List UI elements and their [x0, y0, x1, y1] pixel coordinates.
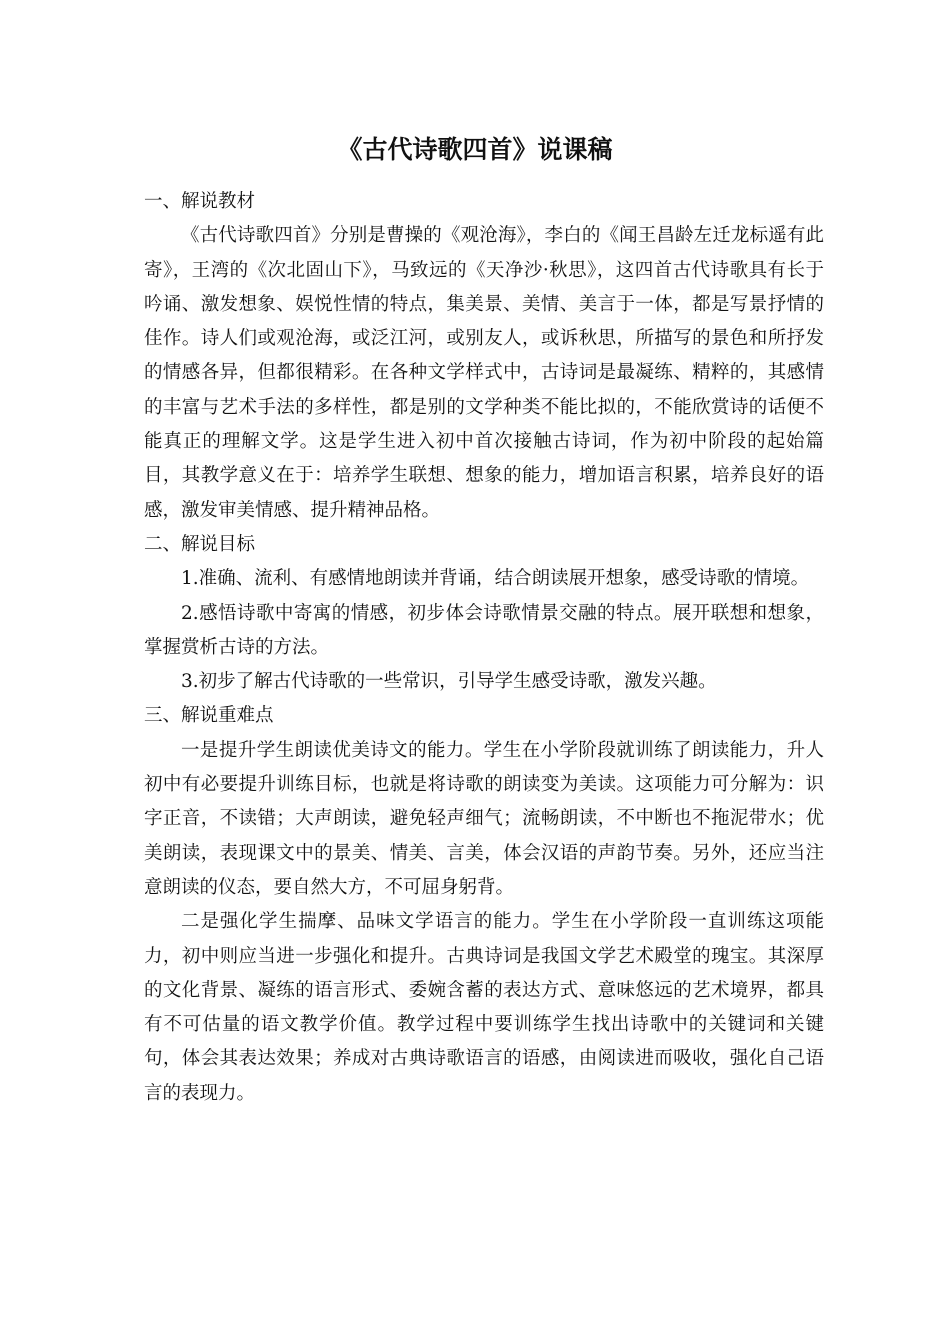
- section-heading: 二、解说目标: [144, 533, 256, 555]
- section-heading: 一、解说教材: [144, 191, 256, 212]
- section-paragraph: 一是提升学生朗读优美诗文的能力。学生在小学阶段就训练了朗读能力，升人初中有必要提升训练目标，也就是将诗歌的朗读变为美读。这项能力可分解为：识字正音，不读错；大声朗读，避免轻声细气；流畅朗读，不中断也不拖泥带水；优美朗读，表现课文中的景美、情美、言美，体会汉语的声韵节奏。另外，还应当注意朗读的仪态，要自然大方，不可屈身躬背。: [144, 739, 824, 898]
- section-paragraph: 3.初步了解古代诗歌的一些常识，引导学生感受诗歌，激发兴趣。: [181, 671, 717, 693]
- document-title: 《古代诗歌四首》说课稿: [337, 135, 613, 164]
- section-paragraph: 2.感悟诗歌中寄寓的情感，初步体会诗歌情景交融的特点。展开联想和想象，掌握赏析古诗的方法。: [144, 602, 824, 658]
- section-paragraph: 二是强化学生揣摩、品味文学语言的能力。学生在小学阶段一直训练这项能力，初中则应当进一步强化和提升。古典诗词是我国文学艺术殿堂的瑰宝。其深厚的文化背景、凝练的语言形式、委婉含蓄的表达方式、意味悠远的艺术境界，都具有不可估量的语文教学价值。教学过程中要训练学生找出诗歌中的关键词和关键句，体会其表达效果；养成对古典诗歌语言的语感，由阅读进而吸收，强化自己语言的表现力。: [144, 911, 824, 1104]
- section-paragraph: 1.准确、流利、有感情地朗读并背诵，结合朗读展开想象，感受诗歌的情境。: [181, 568, 810, 590]
- section-paragraph: 《古代诗歌四首》分别是曹操的《观沧海》，李白的《闻王昌龄左迁龙标遥有此寄》，王湾的《次北固山下》，马致远的《天净沙·秋思》，这四首古代诗歌具有长于吟诵、激发想象、娱悦性情的特点，集美景、美情、美言于一体，都是写景抒情的佳作。诗人们或观沧海，或泛江河，或别友人，或诉秋思，所描写的景色和所抒发的情感各异，但都很精彩。在各种文学样式中，古诗词是最凝练、精粹的，其感情的丰富与艺术手法的多样性，都是别的文学种类不能比拟的，不能欣赏诗的话便不能真正的理解文学。这是学生进入初中首次接触古诗词，作为初中阶段的起始篇目，其教学意义在于：培养学生联想、想象的能力，增加语言积累，培养良好的语感，激发审美情感、提升精神品格。: [144, 225, 824, 521]
- document-body: [144, 185, 824, 1111]
- section-heading: 三、解说重难点: [144, 705, 274, 727]
